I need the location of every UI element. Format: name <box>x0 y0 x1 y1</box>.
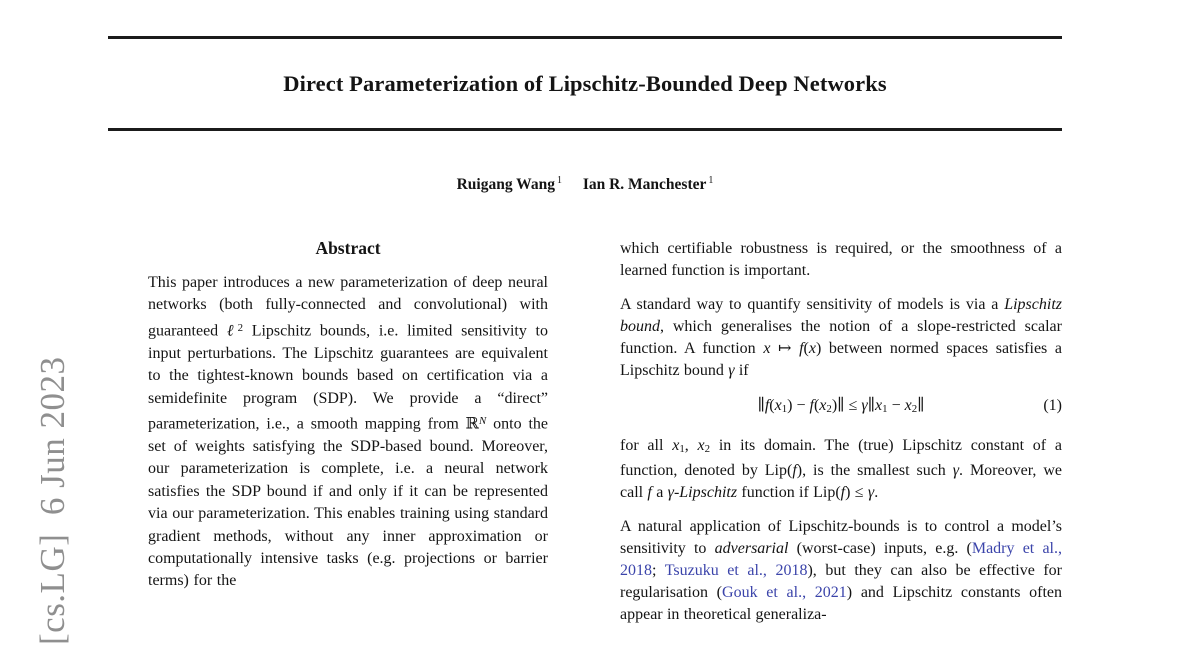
text-run: ), but they can also be effective for regularisation ( <box>620 561 1063 601</box>
text-run: f <box>809 397 814 414</box>
text-run: -Lipschitz <box>673 483 738 501</box>
text-run: in its domain. The (true) Lipschitz constant of a function, denoted by Lip( <box>620 436 1062 479</box>
text-run: , <box>684 436 698 454</box>
text-run: 1 <box>679 442 685 455</box>
text-run: A standard way to quantify sensitivity of models is via a <box>620 296 1005 313</box>
text-run: 2 <box>704 442 711 455</box>
citation-link[interactable]: Madry et al., 2018 <box>620 539 1062 579</box>
text-run: 2 <box>237 321 244 334</box>
text-run: ) and Lipschitz constants often appear in theoretical generaliza- <box>620 583 1063 623</box>
text-run: N <box>478 415 487 427</box>
author-line <box>108 175 1062 194</box>
text-run: x <box>875 397 883 414</box>
text-run: a <box>651 483 668 501</box>
text-run: adversarial <box>714 539 789 557</box>
text-run: f <box>792 461 797 479</box>
body-paragraph <box>620 435 1062 504</box>
body-paragraph <box>620 238 1062 282</box>
text-run: ), is the smallest such <box>796 461 953 479</box>
abstract-text <box>148 272 548 593</box>
text-run: x <box>763 340 771 357</box>
author-name <box>583 176 714 193</box>
text-run: γ <box>867 483 875 501</box>
paper-title: Direct Parameterization of Lipschitz-Bounded Deep Networks <box>283 71 887 96</box>
text-run: )∥ ≤ <box>831 397 862 414</box>
text-run: ) <box>815 340 822 357</box>
equation <box>620 395 1062 420</box>
text-run: x <box>904 397 912 414</box>
text-run: x <box>819 397 827 414</box>
author-name-text: Ruigang Wang <box>456 176 555 194</box>
citation-link[interactable]: Tsuzuku et al., 2018 <box>664 561 808 579</box>
text-run: 1 <box>882 402 888 415</box>
text-run: x <box>697 436 705 454</box>
text-run: ( <box>803 340 809 357</box>
text-run: ∥ <box>867 397 876 414</box>
text-run: ↦ <box>770 340 800 357</box>
text-run: f <box>799 340 804 357</box>
text-run: for all <box>620 436 673 454</box>
author-name-text: Ian R. Manchester <box>582 176 707 194</box>
text-run: ( <box>769 397 775 414</box>
text-run: . Moreover, we call <box>620 461 1062 501</box>
text-run: ; <box>652 561 665 579</box>
text-run: Lipschitz bound <box>620 296 1062 335</box>
citation-link[interactable]: Gouk et al., 2021 <box>722 583 847 601</box>
author-affiliation-mark: 1 <box>708 175 714 186</box>
text-run: x <box>672 436 680 454</box>
text-run: f <box>764 397 770 414</box>
text-run: x <box>774 397 782 414</box>
text-run: γ <box>861 397 868 414</box>
text-run: ( <box>813 397 820 414</box>
text-run: function if Lip( <box>737 483 841 501</box>
text-run: f <box>840 483 846 501</box>
text-run: . <box>874 483 879 501</box>
text-run: ∥ <box>757 397 765 414</box>
text-run: (worst-case) inputs, e.g. ( <box>788 539 972 557</box>
equation-number: (1) <box>1043 397 1062 414</box>
text-run: γ <box>728 362 735 379</box>
text-run: ℓ <box>226 322 238 340</box>
text-run: This paper introduces a new parameterization of deep neural networks (both fully-connected and convolutional) with guaranteed <box>148 274 548 340</box>
text-run: Lipschitz bounds, i.e. limited sensitivity to input perturbations. The Lipschitz guarantees are equivalent to the tightest-known bounds based on certification via a semidefinite program (SDP). We provide a “direct” parameterization, i.e., a smooth mapping from <box>148 322 548 433</box>
text-run: , which generalises the notion of a slope-restricted scalar function. A function <box>620 318 1062 357</box>
text-run: 2 <box>911 402 918 415</box>
author-name <box>457 176 562 193</box>
body-paragraph <box>620 516 1062 626</box>
text-run: 1 <box>781 402 788 415</box>
text-run: γ <box>952 461 960 479</box>
abstract-heading: Abstract <box>315 238 381 258</box>
text-run: onto the set of weights satisfying the SDP-based bound. Moreover, our parameterization is complete, i.e. a neural network satisfies the SDP bound if and only if it can be represented via our parameterization. This enables training using standard gradient methods, without any inner approximation or computationally intensive tasks (e.g. projections or barrier terms) for the <box>148 415 548 590</box>
text-run: γ <box>667 483 674 501</box>
text-run: ) − <box>787 397 810 414</box>
body-paragraph <box>620 294 1062 382</box>
text-run: ) ≤ <box>845 483 868 501</box>
text-run: − <box>887 397 905 414</box>
text-run: 2 <box>826 402 832 415</box>
right-column <box>620 238 1062 638</box>
text-run: ∥ <box>917 397 925 414</box>
equation-body <box>757 397 924 414</box>
text-run: between normed spaces satisfies a Lipschitz bound <box>620 340 1063 379</box>
author-affiliation-mark: 1 <box>556 175 562 186</box>
title-rule-top <box>108 36 1062 39</box>
text-run: if <box>734 362 749 379</box>
text-run: which certifiable robustness is required, or the smoothness of a learned function is important. <box>620 240 1062 279</box>
text-run: ℝ <box>465 415 479 433</box>
title-rule-bottom <box>108 128 1062 131</box>
arxiv-category-watermark: [cs.LG] 6 Jun 2023 <box>33 356 72 645</box>
left-column <box>148 238 548 593</box>
text-run: f <box>647 483 652 501</box>
text-run: A natural application of Lipschitz-bounds is to control a model’s sensitivity to <box>620 517 1062 557</box>
text-run: x <box>808 340 816 357</box>
